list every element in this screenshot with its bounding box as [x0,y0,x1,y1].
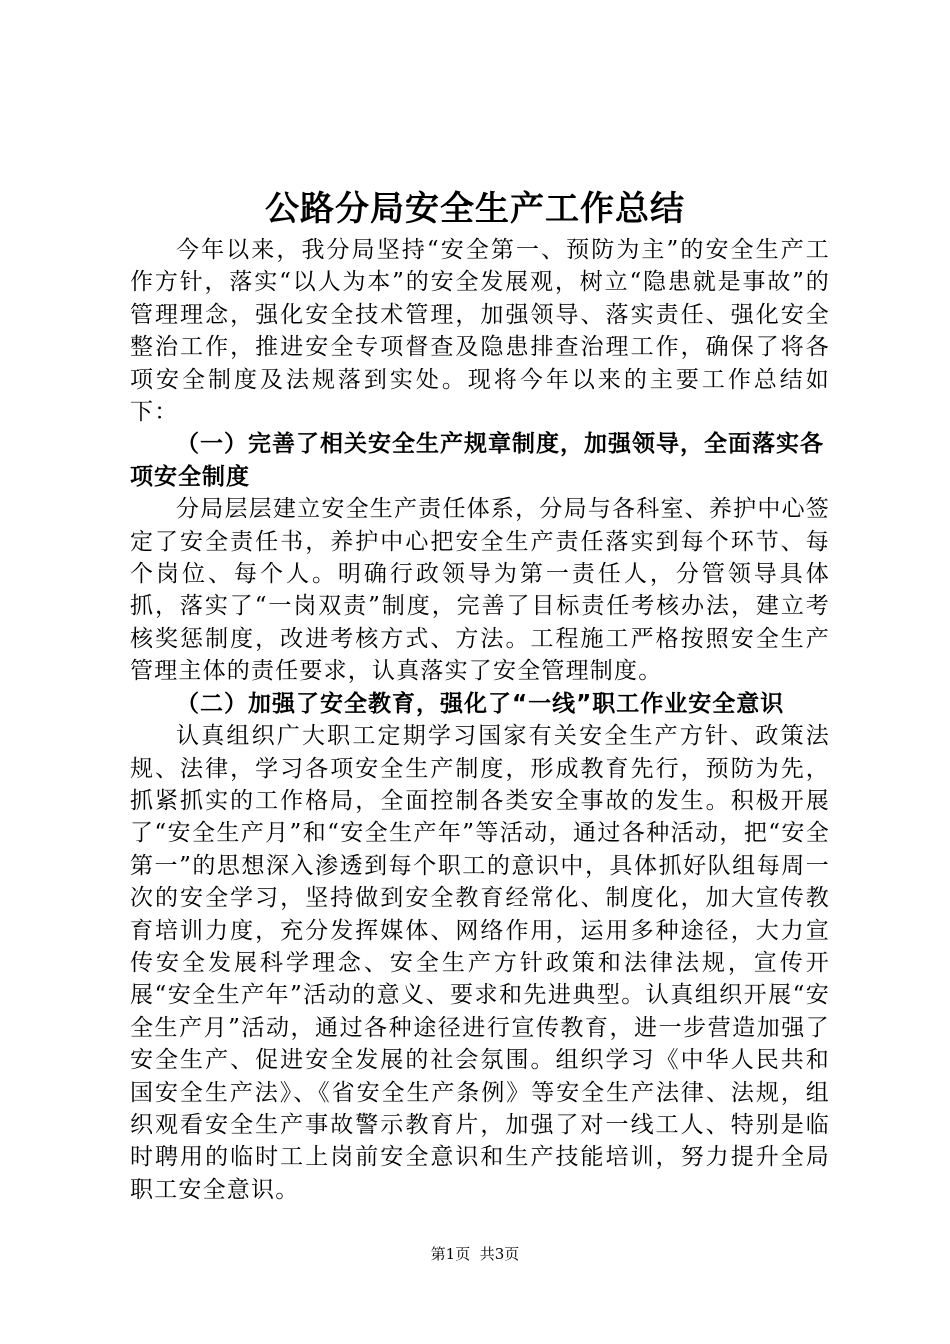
section-2-paragraph: 认真组织广大职工定期学习国家有关安全生产方针、政策法规、法律，学习各项安全生产制度，形成教育先行，预防为先，抓紧抓实的工作格局，全面控制各类安全事故的发生。积极开展了“安全生产月”和“安全生产年”等活动，通过各种活动，把“安全第一”的思想深入渗透到每个职工的意识中，具体抓好队组每周一次的安全学习，坚持做到安全教育经常化、制度化，加大宣传教育培训力度，充分发挥媒体、网络作用，运用多种途径，大力宣传安全发展科学理念、安全生产方针政策和法律法规，宣传开展“安全生产年”活动的意义、要求和先进典型。认真组织开展“安全生产月”活动，通过各种途径进行宣传教育，进一步营造加强了安全生产、促进安全发展的社会氛围。组织学习《中华人民共和国安全生产法》、《省安全生产条例》等安全生产法律、法规，组织观看安全生产事故警示教育片，加强了对一线工人、特别是临时聘用的临时工上岗前安全意识和生产技能培训，努力提升全局职工安全意识。 [130,723,830,1203]
page-number: 第1页 [430,1245,471,1263]
section-heading-2: （二）加强了安全教育，强化了“一线”职工作业安全意识 [176,690,785,717]
page-total: 共3页 [479,1245,520,1263]
document-title: 公路分局安全生产工作总结 [265,189,685,229]
section-1-paragraph: 分局层层建立安全生产责任体系，分局与各科室、养护中心签定了安全责任书，养护中心把安全生产责任落实到每个环节、每个岗位、每个人。明确行政领导为第一责任人，分管领导具体抓，落实了“一岗双责”制度，完善了目标责任考核办法，建立考核奖惩制度，改进考核方式、方法。工程施工严格按照安全生产管理主体的责任要求，认真落实了安全管理制度。 [130,496,830,685]
document-body [130,234,830,1206]
section-heading-1: （一）完善了相关安全生产规章制度，加强领导，全面落实各项安全制度 [130,431,824,490]
intro-paragraph: 今年以来，我分局坚持“安全第一、预防为主”的安全生产工作方针，落实“以人为本”的安全发展观，树立“隐患就是事故”的管理理念，强化安全技术管理，加强领导、落实责任、强化安全整治工作，推进安全专项督查及隐患排查治理工作，确保了将各项安全制度及法规落到实处。现将今年以来的主要工作总结如下： [130,237,830,426]
page-footer [0,1244,950,1264]
